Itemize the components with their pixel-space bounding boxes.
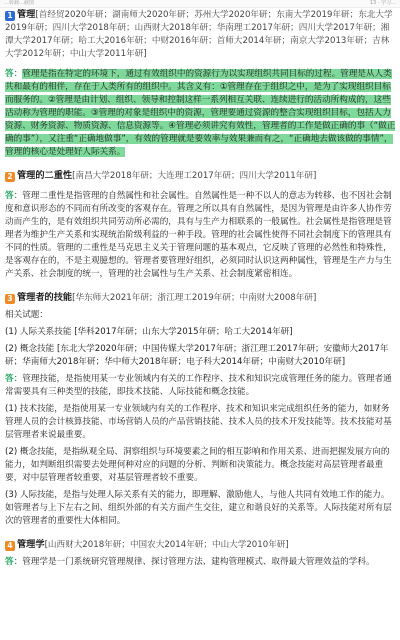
question-3-head: 管理者的技能	[17, 292, 73, 303]
related-label: 相关试题：	[5, 310, 48, 320]
question-1	[5, 8, 396, 159]
question-1-sources: 1 管理[首经贸2020年研；湖南师大2020年研；苏州大学2020年研；东南大学2019年研；东北大学2019年研；四川大学2018年研；山西财大2018年研；华南理工2017年研；四川大学2017年研；湘潭大学2017年研；哈工大2016年研；中财2016年研；首师大2014年研；南京大学2013年研；吉林大学2012年研；中山大学2011年研]	[5, 9, 393, 59]
question-number-badge: 3	[5, 294, 15, 304]
answer-text: 管理技能，是指使用某一专业领域内有关的工作程序、技术和知识完成管理任务的能力。管理者通常需要具有三种类型的技能，即技术技能、人际技能和概念技能。	[5, 374, 392, 397]
question-2	[5, 169, 396, 281]
question-1-head: 管理	[17, 9, 36, 20]
question-number-badge: 1	[5, 11, 15, 21]
answer-label: 答：	[5, 191, 23, 201]
related-item-2: (2) 概念技能 [东北大学2020年研；中国传媒大学2017年研；浙江理工2017年研；安徽师大2017年研；华南师大2018年研；华中师大2018年研；电子科大2014年研；中南财大2010年研]	[5, 344, 389, 367]
question-4-title	[5, 538, 396, 552]
answer-text: 管理二重性是指管理的自然属性和社会属性。自然属性是一种不以人的意志为转移、也不因社会制度和意识形态的不同而有所改变的客观存在。管理之所以具有自然属性，是因为管理是由许多人协作劳动而产生的，是有效组织共同劳动所必需的，具有与生产力相联系的一般属性。社会属性是指管理是管理者为维护生产关系和实现统治阶级利益的一种手段。管理的社会属性使得不同社会制度下的管理具有不同的性质。管理的二重性是马克思主义关于管理问题的基本观点，它反映了管理的必然性和特殊性，是客观存在的，不是主观臆想的。管理者要管理好组织，必须同时认识这两种属性，管理是生产力与生产关系、社会制度的统一，管理的社会属性与生产关系、社会制度紧密相连。	[5, 191, 392, 279]
document-content	[0, 8, 400, 569]
question-4-sources: [山西财大2018年研；中国农大2014年研；中山大学2010年研]	[44, 540, 289, 550]
answer-point-3: (3) 人际技能，是指与处理人际关系有关的能力，即理解、激励他人，与他人共同有效地工作的能力。如管理者与上下左右之间、组织外部的有关方面产生交往，建立和谐良好的关系等。人际技能对所有层次的管理者的重要性大体相同。	[5, 490, 392, 526]
answer-label: 答：	[5, 374, 23, 384]
question-2-head: 管理的二重性	[17, 170, 73, 181]
answer-text-highlighted: 管理是指在特定的环境下，通过有效组织中的资源行为以实现组织共同目标的过程。管理是从人类共和最有的相伴，存在于人类所有的组织中。其含义有：①管理存在于组织之中，是为了实现组织目标而服务的。②管理是由计划、组织、领导和控制这样一系列相互关联、连续进行的活动所构成的，这些活动称为管理的职能。③管理的对象是组织中的资源，管理要通过资源的整合实现组织目标，包括人力资源、财务资源、物质资源、信息资源等。④管理必须讲究有效性，管理者的工作是做正确的事（“做正确的事”），又注重“正确地做事”，有效的管理就是要效率与效果兼而有之，“正确地去做该做的事情”，管理的核心是处理好人际关系。	[5, 69, 396, 157]
related-item-1: (1) 人际关系技能 [华科2017年研；山东大学2015年研；哈工大2014年研]	[5, 327, 293, 337]
answer-text: 管理学是一门系统研究管理规律、探讨管理方法、建构管理模式、取得最大管理效益的学科。	[22, 557, 375, 567]
question-1-answer	[5, 68, 396, 159]
question-4-answer	[5, 556, 396, 569]
question-2-sources: [南昌大学2018年研；大连理工2017年研；四川大学2011年研]	[72, 171, 317, 181]
question-3-answer-intro	[5, 373, 396, 399]
question-4	[5, 538, 396, 569]
answer-label: 答：	[5, 69, 23, 79]
status-left: …转载…截图	[4, 0, 35, 6]
status-bar	[0, 0, 400, 8]
question-4-head: 管理学	[17, 539, 45, 550]
question-3-sources: [华东师大2021年研；浙江理工2019年研；中南财大2008年研]	[72, 293, 317, 303]
question-2-answer	[5, 190, 396, 281]
question-3	[5, 291, 396, 528]
question-2-title	[5, 169, 396, 183]
status-right: 13 · 学习…	[369, 0, 396, 6]
answer-label: 答：	[5, 557, 23, 567]
question-3-title	[5, 291, 396, 305]
question-number-badge: 4	[5, 541, 15, 551]
answer-point-2: (2) 概念技能，是指纵观全局、洞察组织与环境要素之间的相互影响和作用关系、进而把握发展方向的能力，如判断组织需要去处理何种对应的问题的分析、判断和决策能力。概念技能对高层管理者最重要，对中层管理者较重要，对基层管理者较不重要。	[5, 447, 390, 483]
answer-point-1: (1) 技术技能，是指使用某一专业领域内有关的工作程序、技术和知识来完成组织任务的能力，如财务管理人员的会计核算技能、市场营销人员的产品营销技能、技术人员的技术开发技能等。技术技能对基层管理者来说最重要。	[5, 404, 392, 440]
question-number-badge: 2	[5, 172, 15, 182]
